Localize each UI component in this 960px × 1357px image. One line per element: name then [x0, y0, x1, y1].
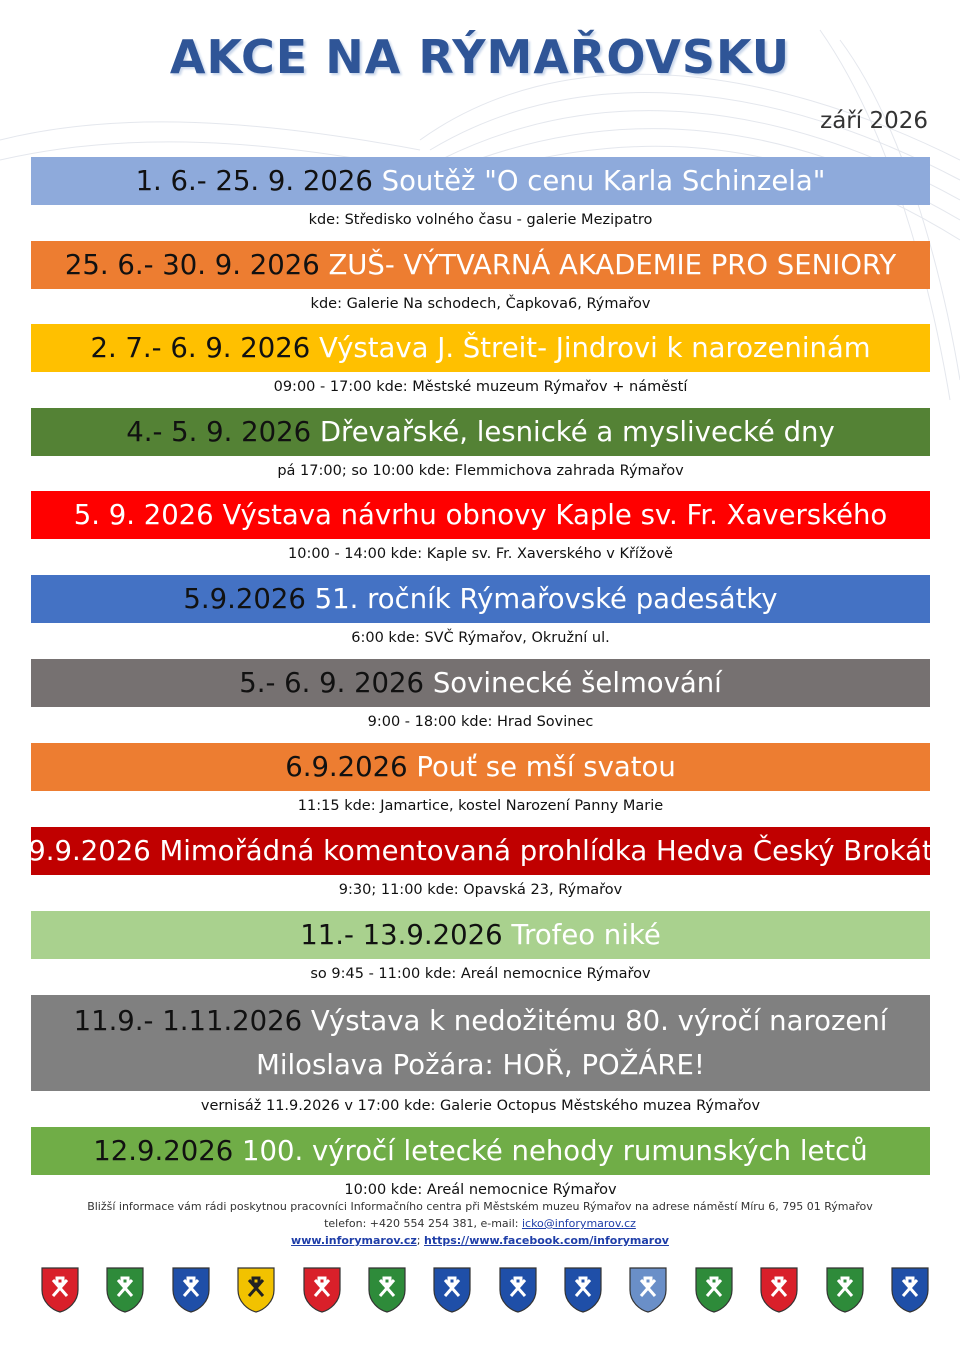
event-item: [31, 575, 930, 648]
event-title: [74, 493, 888, 537]
month-label: září 2026: [820, 108, 928, 134]
event-name: Dřevařské, lesnické a myslivecké dny: [319, 416, 835, 448]
event-item: [31, 659, 930, 732]
crest-cross-icon: [367, 1266, 407, 1314]
municipality-crests: [40, 1266, 930, 1314]
page-title: AKCE NA RÝMAŘOVSKU: [169, 30, 791, 84]
event-bar: [31, 491, 930, 539]
event-details: 9:30; 11:00 kde: Opavská 23, Rýmařov: [338, 882, 623, 898]
event-bar: [31, 324, 930, 372]
crest-animal-icon: [890, 1266, 930, 1314]
crest-quartered-icon: [302, 1266, 342, 1314]
event-details: 10:00 - 14:00 kde: Kaple sv. Fr. Xaverského v Křížově: [288, 546, 673, 562]
event-name: Výstava J. Štreit- Jindrovi k narozeninám: [319, 332, 871, 364]
footer-phone: telefon: +420 554 254 381, e-mail:: [324, 1217, 522, 1230]
event-item: [28, 827, 933, 900]
event-title-line-2: [256, 1043, 705, 1087]
event-date: 1. 6.- 25. 9. 2026: [135, 165, 373, 197]
event-bar: [31, 408, 930, 456]
crest-trees-icon: [171, 1266, 211, 1314]
footer-info: Bližší informace vám rádi poskytnou pracovníci Informačního centra při Městském muzeu Rýmařov na adrese náměstí Míru 6, 795 01 Rýmařov: [87, 1200, 873, 1213]
event-name: Pouť se mší svatou: [416, 751, 676, 783]
event-bar: [31, 995, 930, 1091]
crest-hammers-bird-icon: [236, 1266, 276, 1314]
event-item: [31, 241, 930, 314]
event-name: Sovinecké šelmování: [432, 667, 722, 699]
event-item: [31, 743, 930, 816]
crest-tree-icon: [694, 1266, 734, 1314]
event-details: vernisáž 11.9.2026 v 17:00 kde: Galerie Octopus Městského muzea Rýmařov: [200, 1098, 761, 1114]
event-title: [90, 326, 870, 370]
event-name: Výstava k nedožitému 80. výročí narození: [310, 1005, 888, 1037]
event-date: 5. 9. 2026: [73, 499, 214, 531]
event-date: 5.- 6. 9. 2026: [239, 667, 425, 699]
event-date: 9.9.2026: [28, 835, 151, 867]
event-date: 4.- 5. 9. 2026: [126, 416, 312, 448]
event-title: [136, 159, 826, 203]
crest-horse-icon: [563, 1266, 603, 1314]
event-title: [126, 410, 835, 454]
crest-grapes-icon: [498, 1266, 538, 1314]
crest-diagonal-icon: [628, 1266, 668, 1314]
event-title: [74, 999, 888, 1043]
event-title: [183, 577, 777, 621]
event-name: ZUŠ- VÝTVARNÁ AKADEMIE PRO SENIORY: [328, 249, 897, 281]
event-date: 5.9.2026: [183, 583, 306, 615]
event-title: [93, 1129, 867, 1173]
event-bar: [31, 1127, 930, 1175]
event-date: 6.9.2026: [285, 751, 408, 783]
event-title: [28, 829, 932, 873]
crest-building-icon: [432, 1266, 472, 1314]
event-bar: [28, 827, 933, 875]
event-bar: [31, 157, 930, 205]
event-name-continued: Miloslava Požára: HOŘ, POŽÁRE!: [256, 1049, 705, 1081]
event-title: [239, 661, 722, 705]
event-item: [31, 408, 930, 481]
footer-links: [0, 1232, 960, 1249]
event-details: so 9:45 - 11:00 kde: Areál nemocnice Rýmařov: [310, 966, 651, 982]
event-title: [285, 745, 676, 789]
event-name: 51. ročník Rýmařovské padesátky: [314, 583, 778, 615]
event-item: [31, 911, 930, 984]
event-title: [300, 913, 661, 957]
event-bar: [31, 743, 930, 791]
crest-plant-icon: [825, 1266, 865, 1314]
event-name: 100. výročí letecké nehody rumunských letců: [241, 1135, 868, 1167]
event-details: 09:00 - 17:00 kde: Městské muzeum Rýmařov + náměstí: [273, 379, 688, 395]
footer-web-link[interactable]: www.inforymarov.cz: [291, 1234, 417, 1247]
event-date: 2. 7.- 6. 9. 2026: [90, 332, 311, 364]
footer-contact: [0, 1215, 960, 1232]
crest-figure-icon: [40, 1266, 80, 1314]
event-item: [31, 1127, 930, 1200]
footer-separator: ;: [416, 1234, 424, 1247]
event-date: 25. 6.- 30. 9. 2026: [64, 249, 320, 281]
event-details: pá 17:00; so 10:00 kde: Flemmichova zahrada Rýmařov: [277, 463, 684, 479]
event-item: [31, 491, 930, 564]
crest-hammers-icon: [105, 1266, 145, 1314]
event-bar: [31, 659, 930, 707]
event-date: 11.- 13.9.2026: [300, 919, 503, 951]
crest-eagle-icon: [759, 1266, 799, 1314]
event-details: kde: Galerie Na schodech, Čapkova6, Rýmařov: [310, 296, 651, 312]
event-date: 11.9.- 1.11.2026: [73, 1005, 303, 1037]
event-item: [31, 995, 930, 1116]
event-bar: [31, 911, 930, 959]
event-item: [31, 324, 930, 397]
event-name: Výstava návrhu obnovy Kaple sv. Fr. Xaverského: [222, 499, 888, 531]
event-details: 11:15 kde: Jamartice, kostel Narození Panny Marie: [297, 798, 664, 814]
event-date: 12.9.2026: [93, 1135, 234, 1167]
footer: [0, 1198, 960, 1249]
event-item: [31, 157, 930, 230]
event-details: 6:00 kde: SVČ Rýmařov, Okružní ul.: [351, 630, 610, 646]
event-name: Mimořádná komentovaná prohlídka Hedva Český Brokát: [159, 835, 933, 867]
event-name: Trofeo niké: [511, 919, 661, 951]
event-name: Soutěž "O cenu Karla Schinzela": [381, 165, 826, 197]
footer-email-link[interactable]: icko@inforymarov.cz: [521, 1217, 636, 1230]
event-title: [65, 243, 896, 287]
event-details: 9:00 - 18:00 kde: Hrad Sovinec: [367, 714, 594, 730]
event-details: kde: Středisko volného času - galerie Mezipatro: [308, 212, 653, 228]
event-details: 10:00 kde: Areál nemocnice Rýmařov: [344, 1182, 617, 1198]
event-bar: [31, 241, 930, 289]
event-bar: [31, 575, 930, 623]
footer-facebook-link[interactable]: https://www.facebook.com/inforymarov: [423, 1234, 669, 1247]
